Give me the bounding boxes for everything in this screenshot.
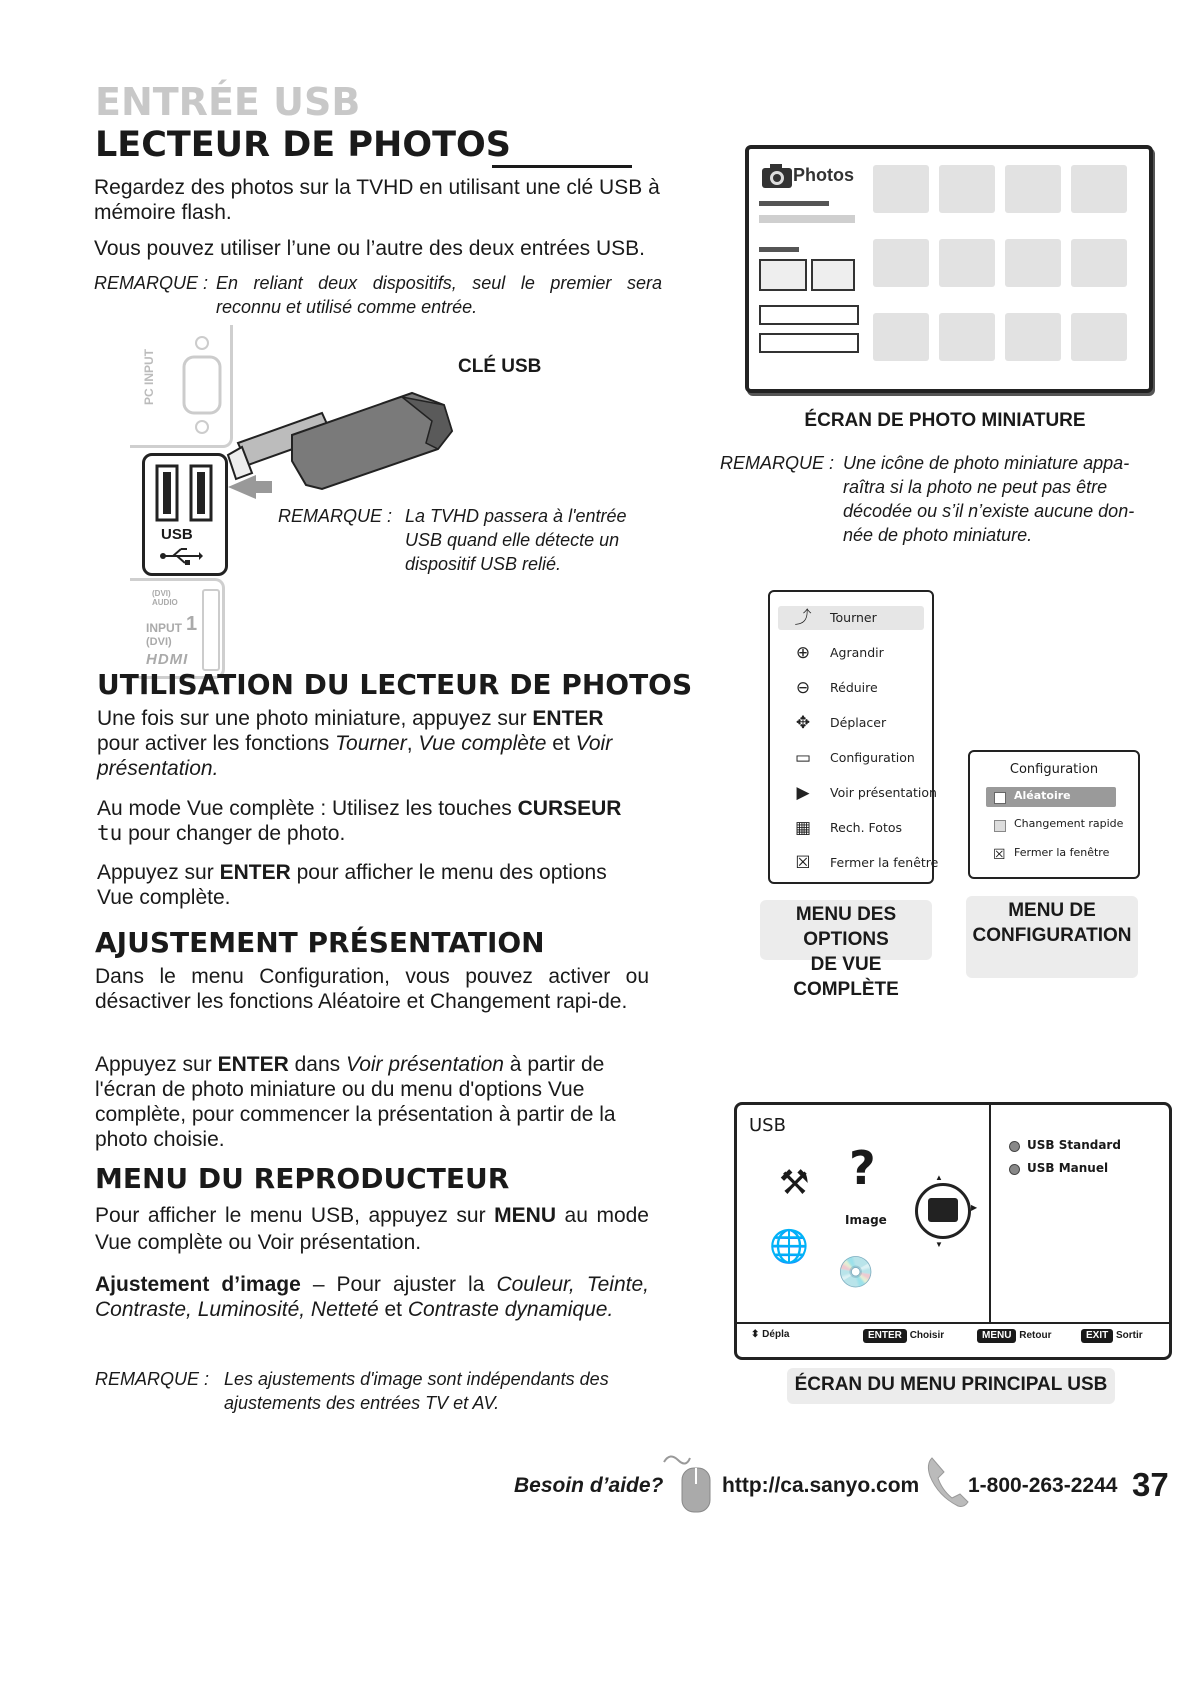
- input-label: INPUT: [146, 621, 182, 635]
- thumbnail[interactable]: [939, 239, 995, 287]
- input-number: 1: [186, 613, 198, 635]
- option-zoom-in[interactable]: ⊕ Agrandir: [770, 643, 930, 665]
- adjust-heading: AJUSTEMENT PRÉSENTATION: [95, 926, 545, 959]
- thumb-note-label: REMARQUE :: [720, 453, 835, 473]
- config-menu-caption: MENU DE CONFIGURATION: [966, 896, 1138, 978]
- close-icon: ☒: [993, 846, 1006, 862]
- usage-heading: UTILISATION DU LECTEUR DE PHOTOS: [97, 668, 693, 701]
- player-note-label: REMARQUE :: [95, 1369, 210, 1389]
- adjust-paragraph-2: Appuyez sur ENTER dans Voir présentation à partir de l'écran de photo miniature ou du menu d'options Vue complète, pour commencer la présentation à partir de la photo choisie.: [95, 1053, 616, 1151]
- thumbnail[interactable]: [939, 165, 995, 213]
- support-phone: 1-800-263-2244: [968, 1474, 1118, 1497]
- pc-input-label: PC INPUT: [142, 348, 156, 405]
- usb-note-label: REMARQUE :: [278, 506, 393, 526]
- thumb-note-line-3: décodée ou s’il n’existe aucune don-: [843, 501, 1135, 521]
- player-menu-paragraph-2: Ajustement d’image – Pour ajuster la Couleur, Teinte, Contraste, Luminosité, Netteté et Contraste dynamique.: [95, 1273, 649, 1321]
- thumb-note-line-2: raîtra si la photo ne peut pas être: [843, 477, 1108, 497]
- zoom-in-icon: ⊕: [795, 643, 811, 663]
- footer-enter-hint: ENTER Choisir: [863, 1329, 944, 1343]
- configuration-icon: ▭: [794, 748, 812, 768]
- slideshow-icon: ▶: [796, 783, 810, 803]
- checkbox-icon: [994, 792, 1006, 804]
- usb-screen-caption: ÉCRAN DU MENU PRINCIPAL USB: [787, 1368, 1115, 1404]
- thumbnail-screen: [745, 145, 1153, 393]
- footer-menu-hint: MENU Retour: [977, 1329, 1051, 1343]
- thumbnail-caption: ÉCRAN DE PHOTO MINIATURE: [804, 410, 1086, 431]
- image-icon: [928, 1198, 958, 1222]
- image-menu-icon[interactable]: [915, 1183, 971, 1239]
- config-menu-title: Configuration: [1009, 762, 1099, 777]
- close-icon: ☒: [795, 853, 811, 873]
- grid-icon: ▦: [794, 818, 812, 838]
- camera-icon: [761, 163, 793, 189]
- zoom-out-icon: ⊖: [795, 678, 811, 698]
- dvi-audio-label: (DVI) AUDIO: [152, 589, 178, 607]
- options-menu-caption: MENU DES OPTIONS DE VUE COMPLÈTE: [760, 900, 932, 960]
- dvi-label: (DVI): [146, 636, 172, 648]
- drive-label-bar: [759, 201, 829, 206]
- thumbnail[interactable]: [1071, 239, 1127, 287]
- title-rule: [492, 165, 632, 168]
- config-option-fast-change[interactable]: Changement rapide: [986, 815, 1136, 835]
- arrow-down-icon: ▼: [935, 1240, 943, 1249]
- usb-note-line-3: dispositif USB relié.: [405, 554, 562, 574]
- radio-icon: [1009, 1164, 1020, 1175]
- section-label: ENTRÉE USB: [95, 80, 361, 124]
- usb-ports-icon: [155, 464, 215, 524]
- thumbnail[interactable]: [1071, 313, 1127, 361]
- usb-key-illustration: [212, 375, 472, 505]
- option-rotate[interactable]: ⤴ Tourner: [770, 608, 930, 630]
- thumbnail[interactable]: [873, 239, 929, 287]
- usb-main-screen: [734, 1102, 1172, 1360]
- move-icon: ✥: [795, 713, 811, 733]
- option-configuration[interactable]: ▭ Configuration: [770, 748, 930, 770]
- config-option-random[interactable]: Aléatoire: [986, 787, 1116, 807]
- up-down-arrows-icon: ⬍: [751, 1329, 760, 1340]
- usb-screen-divider: [989, 1105, 991, 1322]
- option-zoom-out[interactable]: ⊖ Réduire: [770, 678, 930, 700]
- usage-paragraph-1: Une fois sur une photo miniature, appuyez sur ENTER pour activer les fonctions Tourner, Vue complète et Voir présentation.: [97, 707, 613, 780]
- thumbnail[interactable]: [939, 313, 995, 361]
- option-close-window[interactable]: ☒ Fermer la fenêtre: [770, 853, 930, 875]
- slideshow-button[interactable]: [759, 333, 859, 353]
- globe-icon[interactable]: 🌐: [769, 1228, 809, 1264]
- view-label-bar: [759, 247, 799, 252]
- config-option-close[interactable]: ☒ Fermer la fenêtre: [993, 846, 1110, 862]
- options-menu: [768, 590, 939, 884]
- hdmi-panel: [130, 578, 225, 679]
- usb-center-label: Image: [845, 1213, 887, 1227]
- support-url[interactable]: http://ca.sanyo.com: [722, 1474, 920, 1497]
- intro-note-label: REMARQUE :: [94, 273, 209, 293]
- radio-icon: [1009, 1141, 1020, 1152]
- page-title: LECTEUR DE PHOTOS: [95, 125, 511, 165]
- usage-paragraph-3: Appuyez sur ENTER pour afficher le menu des options Vue complète.: [97, 861, 607, 909]
- config-menu: [968, 750, 1140, 879]
- question-icon[interactable]: ?: [849, 1141, 876, 1195]
- thumbnail[interactable]: [1005, 313, 1061, 361]
- thumbnail[interactable]: [1005, 239, 1061, 287]
- usb-note-line-1: La TVHD passera à l'entrée: [405, 506, 627, 526]
- help-text: Besoin d’aide?: [514, 1474, 664, 1497]
- thumbnail[interactable]: [1071, 165, 1127, 213]
- arrow-right-icon: ▶: [971, 1203, 978, 1212]
- intro-note-line-1: En reliant deux dispositifs, seul le premier sera: [216, 273, 662, 293]
- option-slideshow[interactable]: ▶ Voir présentation: [770, 783, 930, 805]
- rotate-icon: ⤴: [794, 608, 812, 628]
- footer-move-hint: ⬍ Dépla: [751, 1329, 790, 1340]
- music-disc-icon[interactable]: 💿: [837, 1256, 875, 1289]
- option-move[interactable]: ✥ Déplacer: [770, 713, 930, 735]
- usb-note-line-2: USB quand elle détecte un: [405, 530, 620, 550]
- checkbox-icon: [994, 820, 1006, 832]
- usb-option-standard[interactable]: USB Standard: [1009, 1137, 1159, 1155]
- intro-note-line-2: reconnu et utilisé comme entrée.: [216, 297, 478, 317]
- usb-footer-divider: [737, 1322, 1169, 1324]
- hdmi-port-icon: [202, 589, 220, 671]
- view-mode-grid-button[interactable]: [811, 259, 855, 291]
- settings-tools-icon[interactable]: ⚒: [779, 1164, 810, 1202]
- option-search-photos[interactable]: ▦ Rech. Fotos: [770, 818, 930, 840]
- adjust-paragraph-1: Dans le menu Configuration, vous pouvez activer ou désactiver les fonctions Aléatoire et Changement rapi-de.: [95, 965, 649, 1013]
- thumbnail[interactable]: [873, 313, 929, 361]
- thumb-note-line-1: Une icône de photo miniature appa-: [843, 453, 1130, 473]
- player-menu-paragraph-1: Pour afficher le menu USB, appuyez sur MENU au mode Vue complète ou Voir présentation.: [95, 1204, 649, 1254]
- footer-exit-hint: EXIT Sortir: [1081, 1329, 1143, 1343]
- page-number: 37: [1132, 1466, 1169, 1503]
- usage-paragraph-2: Au mode Vue complète : Utilisez les touches CURSEUR tu pour changer de photo.: [97, 797, 622, 845]
- photos-app-title: Photos: [793, 165, 854, 185]
- usb-screen-title: USB: [749, 1115, 786, 1136]
- mouse-icon: [660, 1452, 718, 1514]
- hdmi-logo: HDMI: [146, 651, 189, 668]
- player-note-line-1: Les ajustements d'image sont indépendants des: [224, 1369, 609, 1389]
- arrow-up-icon: ▲: [935, 1173, 943, 1182]
- usb-option-manual[interactable]: USB Manuel: [1009, 1160, 1159, 1178]
- player-note-line-2: ajustements des entrées TV et AV.: [224, 1393, 500, 1413]
- usb-port-label: USB: [161, 526, 193, 543]
- intro-paragraph-2: Vous pouvez utiliser l’une ou l’autre des deux entrées USB.: [94, 237, 645, 260]
- thumbnail[interactable]: [873, 165, 929, 213]
- intro-paragraph-1: Regardez des photos sur la TVHD en utilisant une clé USB à mémoire flash.: [94, 176, 660, 224]
- view-mode-list-button[interactable]: [759, 259, 807, 291]
- usb-key-label: CLÉ USB: [458, 356, 542, 377]
- configuration-button[interactable]: [759, 305, 859, 325]
- drive-selector[interactable]: [759, 215, 855, 223]
- thumbnail[interactable]: [1005, 165, 1061, 213]
- insert-arrow-icon: [228, 475, 272, 499]
- usb-symbol-icon: [159, 546, 203, 566]
- phone-icon: [924, 1454, 970, 1510]
- thumb-note-line-4: née de photo miniature.: [843, 525, 1033, 545]
- player-menu-heading: MENU DU REPRODUCTEUR: [95, 1162, 510, 1195]
